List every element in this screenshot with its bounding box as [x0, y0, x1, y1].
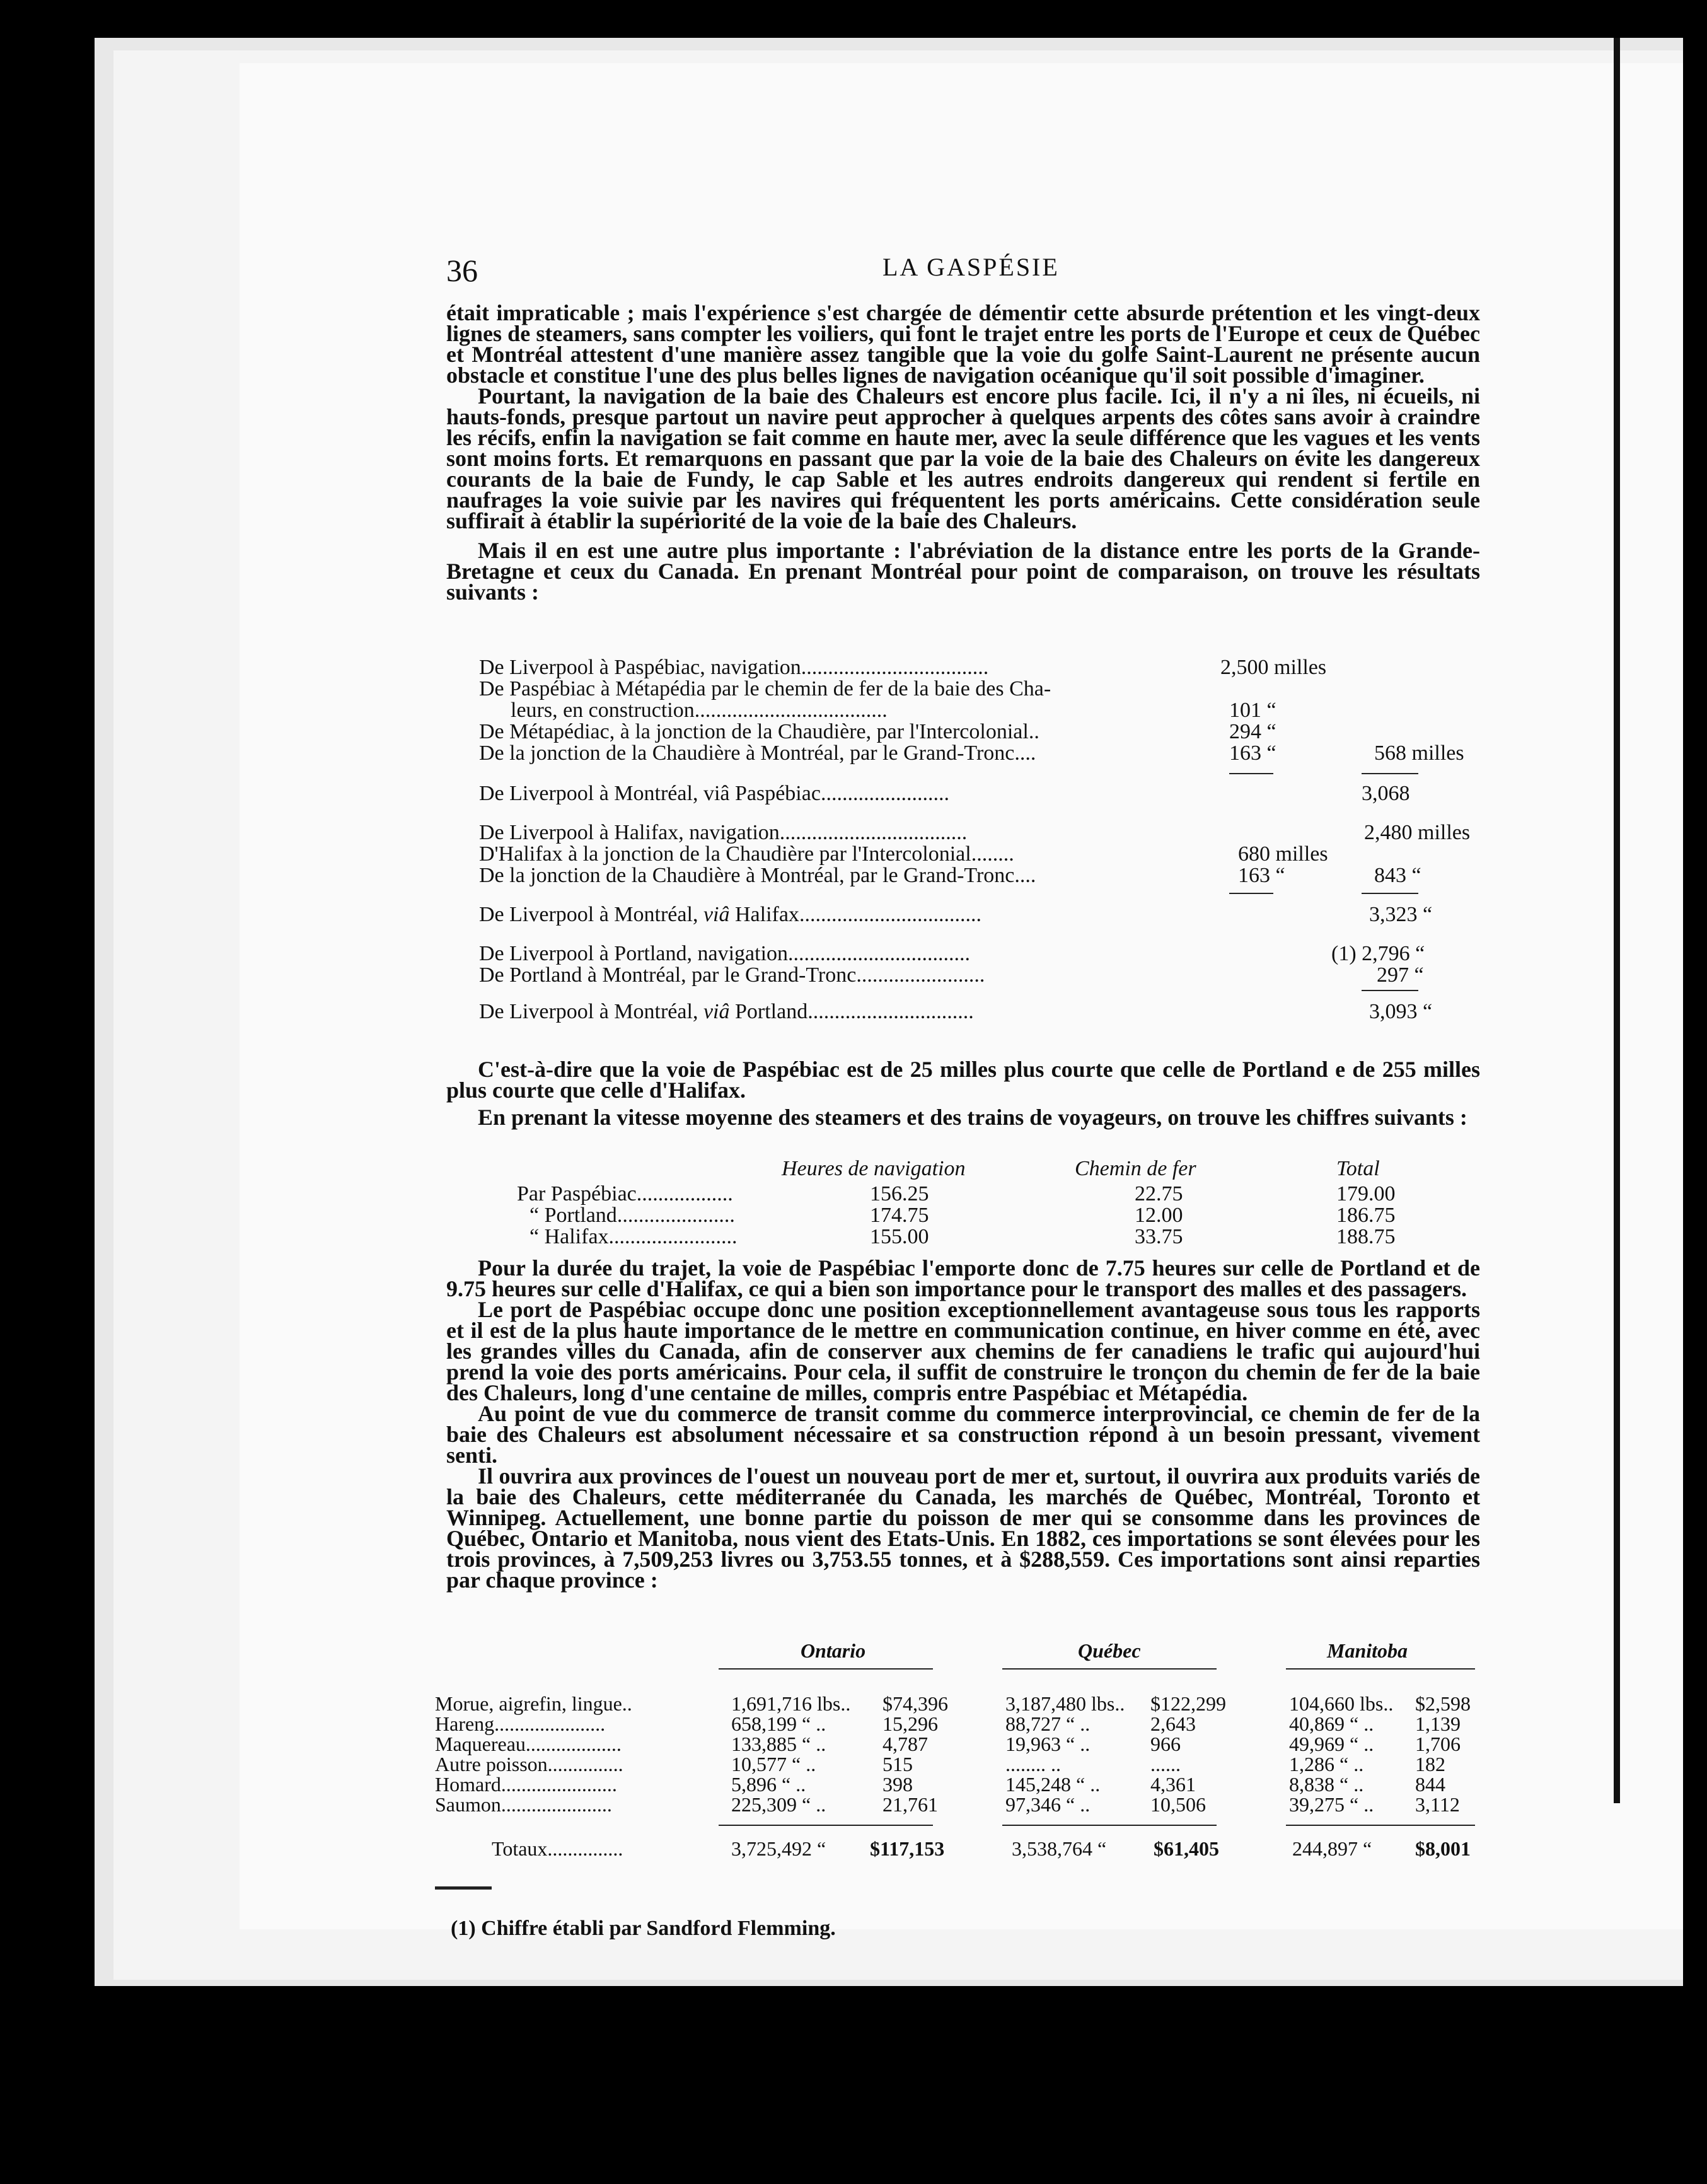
fish-value: 658,199 “ ..: [731, 1712, 826, 1735]
rule: [1229, 893, 1273, 894]
dist-total-row: De Liverpool à Montréal, viâ Halifax..................................: [479, 903, 981, 926]
rule: [1362, 893, 1418, 894]
fish-value: 40,869 “ ..: [1289, 1712, 1374, 1735]
fish-value: 398: [882, 1773, 913, 1796]
fish-row: Morue, aigrefin, lingue..: [435, 1692, 632, 1715]
speed-rail: 22.75: [1135, 1182, 1183, 1205]
dist-row: De Liverpool à Paspébiac, navigation...................................: [479, 656, 989, 679]
province-header: Ontario: [801, 1639, 866, 1662]
paragraph: En prenant la vitesse moyenne des steamers et des trains de voyageurs, on trouve les chiffres suivants :: [478, 1105, 1467, 1130]
speed-row: Par Paspébiac..................: [517, 1182, 733, 1205]
fish-total: $61,405: [1154, 1837, 1219, 1860]
rule: [1002, 1825, 1217, 1826]
paragraph: Il ouvrira aux provinces de l'ouest un nouveau port de mer et, surtout, il ouvrira aux produits variés de la baie des Chaleurs, cette méditerranée du Canada, les marchés de Québec, Montréal, Toronto et Winnipeg. Actuellement, une bonne partie du poisson de mer qui se consomme dans les provinces de Québec, Ontario et Manitoba, nous vient des Etats-Unis. En 1882, ces importations se sont élevées pour les trois provinces, à 7,509,253 livres ou 3,753.55 tonnes, et à $288,559. Ces importations sont ainsi reparties par chaque province :: [446, 1463, 1480, 1593]
fish-value: 182: [1415, 1753, 1445, 1775]
speed-row: “ Halifax........................: [529, 1225, 738, 1248]
fish-total: $8,001: [1415, 1837, 1471, 1860]
dist-total-value: 3,323 “: [1369, 903, 1433, 926]
fish-value: 225,309 “ ..: [731, 1793, 826, 1816]
fish-value: $2,598: [1415, 1692, 1471, 1715]
dist-row: De Métapédiac, à la jonction de la Chaudière, par l'Intercolonial..: [479, 720, 1039, 743]
province-header: Manitoba: [1327, 1639, 1408, 1662]
body-text-3: [446, 1255, 1480, 1593]
dist-row: D'Halifax à la jonction de la Chaudière par l'Intercolonial........: [479, 842, 1014, 866]
fish-value: 15,296: [882, 1712, 938, 1735]
dist-value: 101 “: [1229, 699, 1276, 722]
dist-total-row: De Liverpool à Montréal, viâ Portland...............................: [479, 1000, 974, 1023]
dist-value: 680 milles: [1238, 842, 1328, 866]
dist-value: 163 “: [1229, 741, 1276, 765]
fish-total: 244,897 “: [1292, 1837, 1372, 1860]
fish-row: Saumon......................: [435, 1793, 612, 1816]
fish-value: 10,506: [1150, 1793, 1206, 1816]
paragraph: C'est-à-dire que la voie de Paspébiac est de 25 milles plus courte que celle de Portland e de 255 milles plus courte que celle d'Halifax.: [446, 1057, 1480, 1103]
fish-value: 5,896 “ ..: [731, 1773, 806, 1796]
speed-table: [517, 1157, 1462, 1252]
rule: [1286, 1825, 1475, 1826]
fish-row: Autre poisson...............: [435, 1753, 623, 1775]
fish-value: ......: [1150, 1753, 1181, 1775]
fish-value: 133,885 “ ..: [731, 1733, 826, 1755]
dist-row: De la jonction de la Chaudière à Montréal, par le Grand-Tronc....: [479, 864, 1036, 887]
fish-total-row: Totaux...............: [492, 1837, 623, 1860]
body-text-1: [446, 300, 1480, 605]
fish-row: Homard.......................: [435, 1773, 617, 1796]
brace: [1002, 1668, 1217, 1670]
fish-value: 19,963 “ ..: [1005, 1733, 1091, 1755]
fish-value: 966: [1150, 1733, 1181, 1755]
fish-total: 3,538,764 “: [1012, 1837, 1107, 1860]
fish-value: 2,643: [1150, 1712, 1196, 1735]
speed-rail: 33.75: [1135, 1225, 1183, 1248]
paragraph: Le port de Paspébiac occupe donc une position exceptionnellement avantageuse sous tous les rapports et il est de la plus haute importance de le mettre en communication continue, en hiver comme en été, avec les grandes villes du Canada, afin de conserver aux chemins de fer canadiens le trafic qui aujourd'hui prend la voie des ports américains. Pour cela, il suffit de construire le tronçon du chemin de fer de la baie des Chaleurs, long d'une centaine de milles, compris entre Paspébiac et Métapédia.: [446, 1297, 1480, 1405]
fish-value: 10,577 “ ..: [731, 1753, 816, 1775]
dist-value: 843 “: [1374, 864, 1421, 887]
fish-value: 844: [1415, 1773, 1445, 1796]
dist-row: leurs, en construction....................................: [511, 699, 888, 722]
body-text-2: [446, 1059, 1480, 1128]
fish-value: ........ ..: [1005, 1753, 1061, 1775]
footnote-rule: [435, 1886, 492, 1890]
fish-value: 1,286 “ ..: [1289, 1753, 1364, 1775]
fish-value: $122,299: [1150, 1692, 1226, 1715]
footnote: (1) Chiffre établi par Sandford Flemming.: [451, 1917, 836, 1940]
dist-total-value: 3,093 “: [1369, 1000, 1433, 1023]
fish-value: 1,139: [1415, 1712, 1461, 1735]
fish-value: 1,691,716 lbs..: [731, 1692, 851, 1715]
fish-value: 1,706: [1415, 1733, 1461, 1755]
dist-value: 2,480 milles: [1364, 821, 1471, 844]
fish-value: $74,396: [882, 1692, 948, 1715]
fish-value: 97,346 “ ..: [1005, 1793, 1091, 1816]
dist-value: 568 milles: [1374, 741, 1464, 765]
speed-row: “ Portland......................: [529, 1204, 735, 1227]
dist-value: 2,500 milles: [1220, 656, 1327, 679]
fish-value: 49,969 “ ..: [1289, 1733, 1374, 1755]
paragraph: Pourtant, la navigation de la baie des Chaleurs est encore plus facile. Ici, il n'y a ni îles, ni écueils, ni hauts-fonds, presque partout un navire peut approcher à quelques arpents des côtes sans avoir à craindre les récifs, enfin la navigation se fait comme en haute mer, avec la seule différence que les vagues et les vents sont moins forts. Et remarquons en passant que par la voie de la baie des Chaleurs on évite les dangereux courants de la baie de Fundy, le cap Sable et les autres endroits dangereux qui rendent si fertile en naufrages la voie suivie par les navires qui fréquentent les ports américains. Cette considération seule suffirait à établir la supériorité de la voie de la baie des Chaleurs.: [446, 383, 1480, 533]
paragraph: Au point de vue du commerce de transit comme du commerce interprovincial, ce chemin de fer de la baie des Chaleurs est absolument nécessaire et sa construction répond à un besoin pressant, vivement senti.: [446, 1401, 1480, 1468]
rule: [719, 1825, 933, 1826]
rule: [1362, 990, 1418, 991]
running-title: LA GASPÉSIE: [882, 253, 1060, 281]
page-edge-line: [1614, 38, 1620, 1803]
dist-value: 297 “: [1377, 963, 1424, 987]
dist-row: De Paspébiac à Métapédia par le chemin de fer de la baie des Cha-: [479, 677, 1051, 700]
fish-value: 4,787: [882, 1733, 928, 1755]
fish-table: [435, 1639, 1494, 1873]
fish-value: 515: [882, 1753, 913, 1775]
page-number: 36: [446, 253, 478, 288]
fish-value: 8,838 “ ..: [1289, 1773, 1364, 1796]
brace: [1286, 1668, 1475, 1670]
province-header: Québec: [1078, 1639, 1141, 1662]
dist-row: De Liverpool à Halifax, navigation...................................: [479, 821, 968, 844]
dist-total-row: De Liverpool à Montréal, viâ Paspébiac........................: [479, 782, 949, 805]
dist-value: 294 “: [1229, 720, 1276, 743]
fish-value: 39,275 “ ..: [1289, 1793, 1374, 1816]
fish-total: 3,725,492 “: [731, 1837, 826, 1860]
fish-row: Hareng......................: [435, 1712, 606, 1735]
speed-rail: 12.00: [1135, 1204, 1183, 1227]
speed-total: 186.75: [1336, 1204, 1396, 1227]
fish-value: 4,361: [1150, 1773, 1196, 1796]
col-header: Total: [1336, 1157, 1380, 1180]
speed-nav: 155.00: [870, 1225, 929, 1248]
col-header: Heures de navigation: [782, 1157, 966, 1180]
fish-value: 88,727 “ ..: [1005, 1712, 1091, 1735]
dist-row: De Liverpool à Portland, navigation..................................: [479, 942, 971, 965]
paragraph: Mais il en est une autre plus importante : l'abréviation de la distance entre les ports de la Grande-Bretagne et ceux du Canada. En prenant Montréal pour point de comparaison, on trouve les résultats suivants :: [446, 538, 1480, 605]
speed-total: 179.00: [1336, 1182, 1396, 1205]
col-header: Chemin de fer: [1075, 1157, 1196, 1180]
paragraph: Pour la durée du trajet, la voie de Paspébiac l'emporte donc de 7.75 heures sur celle de Portland et de 9.75 heures sur celle d'Halifax, ce qui a bien son importance pour le transport des malles et des passagers.: [446, 1255, 1480, 1301]
fish-row: Maquereau...................: [435, 1733, 622, 1755]
dist-value: (1) 2,796 “: [1331, 942, 1425, 965]
brace: [719, 1668, 933, 1670]
dist-row: De Portland à Montréal, par le Grand-Tronc........................: [479, 963, 985, 987]
fish-value: 3,187,480 lbs..: [1005, 1692, 1125, 1715]
rule: [1362, 773, 1418, 774]
speed-total: 188.75: [1336, 1225, 1396, 1248]
dist-total-value: 3,068: [1362, 782, 1410, 805]
fish-value: 3,112: [1415, 1793, 1460, 1816]
speed-nav: 156.25: [870, 1182, 929, 1205]
fish-value: 21,761: [882, 1793, 938, 1816]
fish-value: 145,248 “ ..: [1005, 1773, 1101, 1796]
fish-total: $117,153: [870, 1837, 945, 1860]
fish-value: 104,660 lbs..: [1289, 1692, 1394, 1715]
paragraph: était impraticable ; mais l'expérience s'est chargée de démentir cette absurde prétention et les vingt-deux lignes de steamers, sans compter les voiliers, qui font le trajet entre les ports de l'Europe et ceux de Québec et Montréal attestent d'une manière assez tangible que la voie du golfe Saint-Laurent ne présente aucun obstacle et constitue l'une des plus belles lignes de navigation océanique qu'il soit possible d'imaginer.: [446, 300, 1480, 388]
dist-value: 163 “: [1238, 864, 1285, 887]
speed-nav: 174.75: [870, 1204, 929, 1227]
distance-table: [479, 656, 1488, 1021]
rule: [1229, 773, 1273, 774]
dist-row: De la jonction de la Chaudière à Montréal, par le Grand-Tronc....: [479, 741, 1036, 765]
